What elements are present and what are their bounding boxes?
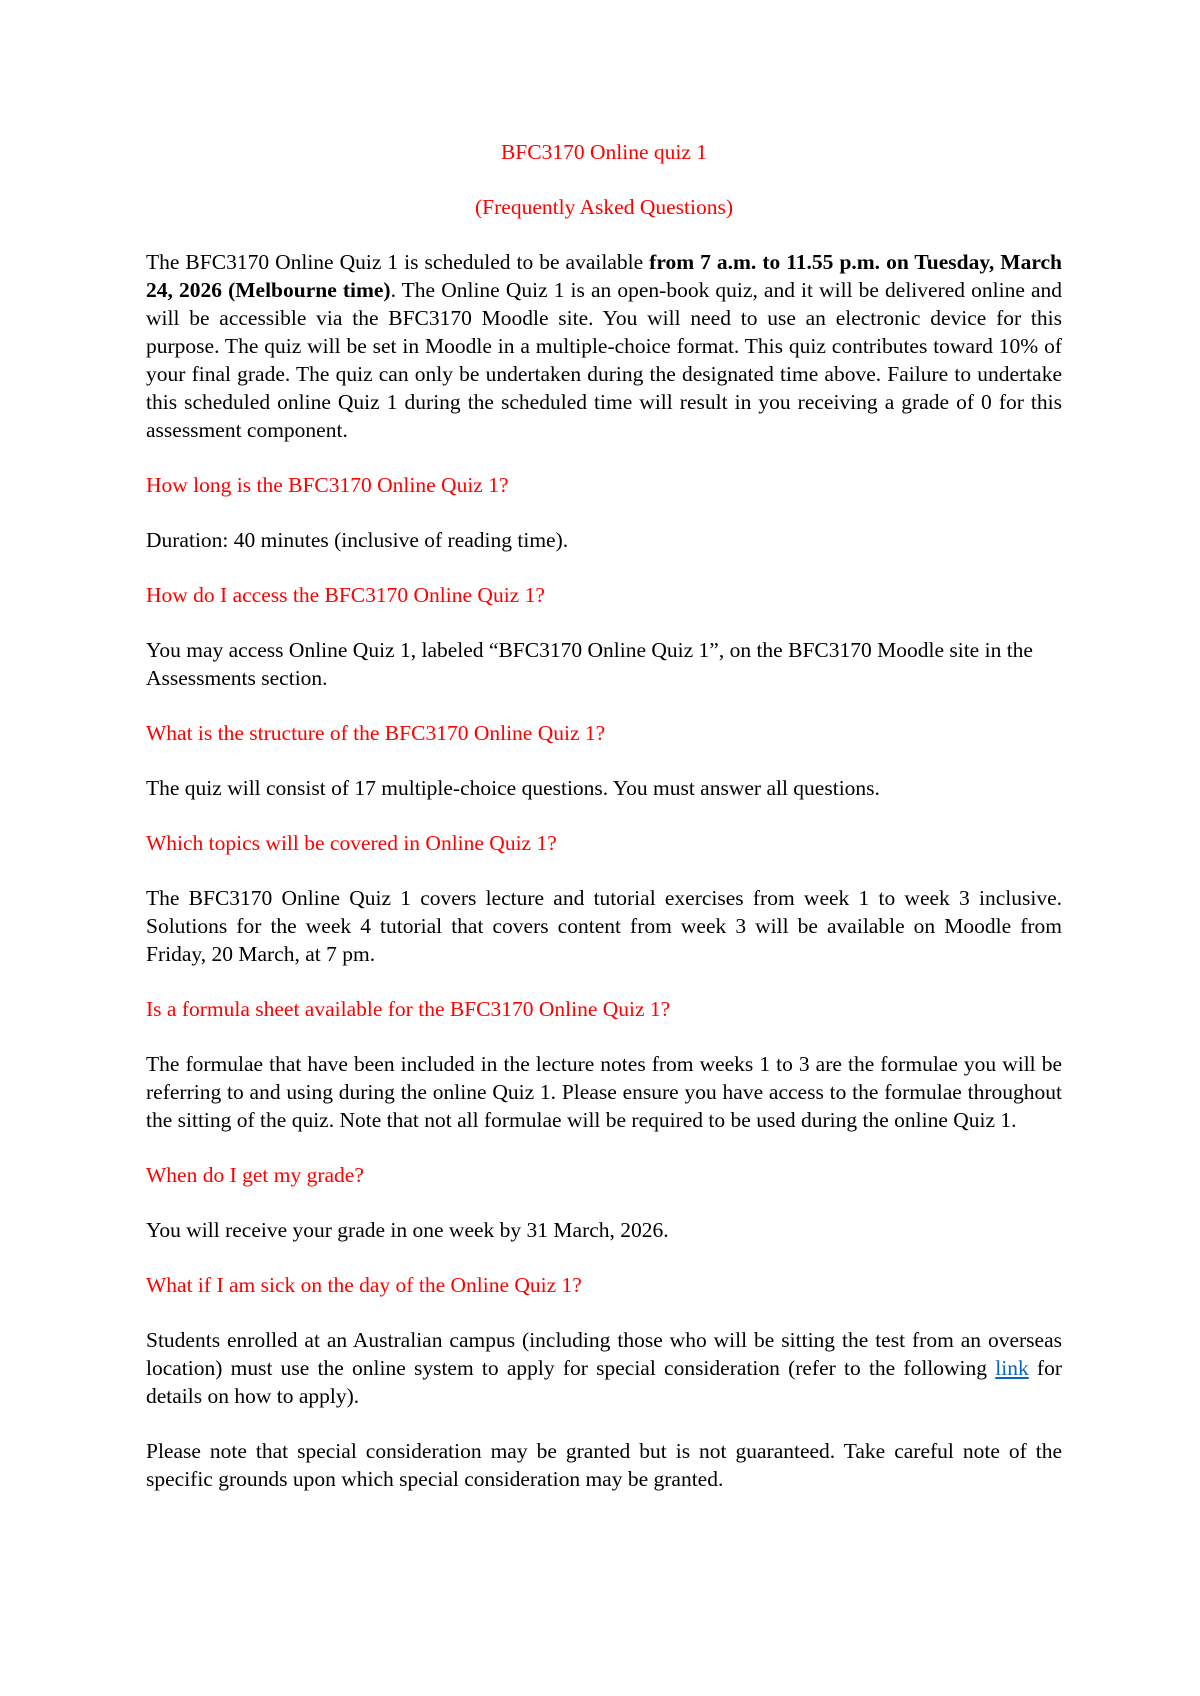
intro-schedule-bold: from 7 a.m. to 11.55 p.m. on Tuesday, March 24, 2026 (Melbourne time) [146,250,1062,302]
faq-answer-structure: The quiz will consist of 17 multiple-choice questions. You must answer all questions. [146,776,880,800]
document-title: BFC3170 Online quiz 1 [500,140,708,164]
faq-answer-topics: The BFC3170 Online Quiz 1 covers lecture and tutorial exercises from week 1 to week 3 inclusive. Solutions for the week 4 tutorial that covers content from week 3 will be available on Moodle from Friday, 20 March, at 7 pm. [146,886,1062,966]
faq-answer-formula-sheet: The formulae that have been included in the lecture notes from weeks 1 to 3 are the formulae you will be referring to and using during the online Quiz 1. Please ensure you have access to the formulae throughout the sitting of the quiz. Note that not all formulae will be required to be used during the online Quiz 1. [146,1052,1062,1132]
faq-question-sick: What if I am sick on the day of the Online Quiz 1? [146,1273,582,1297]
faq-answer-access: You may access Online Quiz 1, labeled “BFC3170 Online Quiz 1”, on the BFC3170 Moodle site in the Assessments section. [146,638,1033,690]
faq-answer-grade: You will receive your grade in one week by 31 March, 2026. [146,1218,669,1242]
intro-text-2: . The Online Quiz 1 is an open-book quiz, and it will be delivered online and will be accessible via the BFC3170 Moodle site. You will need to use an electronic device for this purpose. The quiz will be set in Moodle in a multiple-choice format. This quiz contributes toward 10% of your final grade. The quiz can only be undertaken during the designated time above. Failure to undertake this scheduled online Quiz 1 during the scheduled time will result in you receiving a grade of 0 for this assessment component. [146,278,1062,442]
faq-question-structure: What is the structure of the BFC3170 Online Quiz 1? [146,721,606,745]
faq-question-grade: When do I get my grade? [146,1163,364,1187]
faq-question-access: How do I access the BFC3170 Online Quiz 1? [146,583,545,607]
sick-answer-text-1: Students enrolled at an Australian campus (including those who will be sitting the test from an overseas location) must use the online system to apply for special consideration (refer to the following [146,1328,1062,1380]
sick-answer-text-2: for details on how to apply). [146,1356,1063,1408]
faq-answer-duration: Duration: 40 minutes (inclusive of reading time). [146,528,569,552]
faq-question-topics: Which topics will be covered in Online Quiz 1? [146,831,557,855]
special-consideration-note: Please note that special consideration may be granted but is not guaranteed. Take careful note of the specific grounds upon which special consideration may be granted. [146,1439,1062,1491]
faq-question-duration: How long is the BFC3170 Online Quiz 1? [146,473,509,497]
special-consideration-link[interactable]: link [995,1356,1029,1380]
intro-text-1: The BFC3170 Online Quiz 1 is scheduled to be available [146,250,650,274]
faq-answer-sick [146,1326,1062,1410]
intro-paragraph [146,248,1062,444]
document-subtitle: (Frequently Asked Questions) [475,195,733,219]
document-page [146,138,1062,1520]
faq-question-formula-sheet: Is a formula sheet available for the BFC3170 Online Quiz 1? [146,997,671,1021]
